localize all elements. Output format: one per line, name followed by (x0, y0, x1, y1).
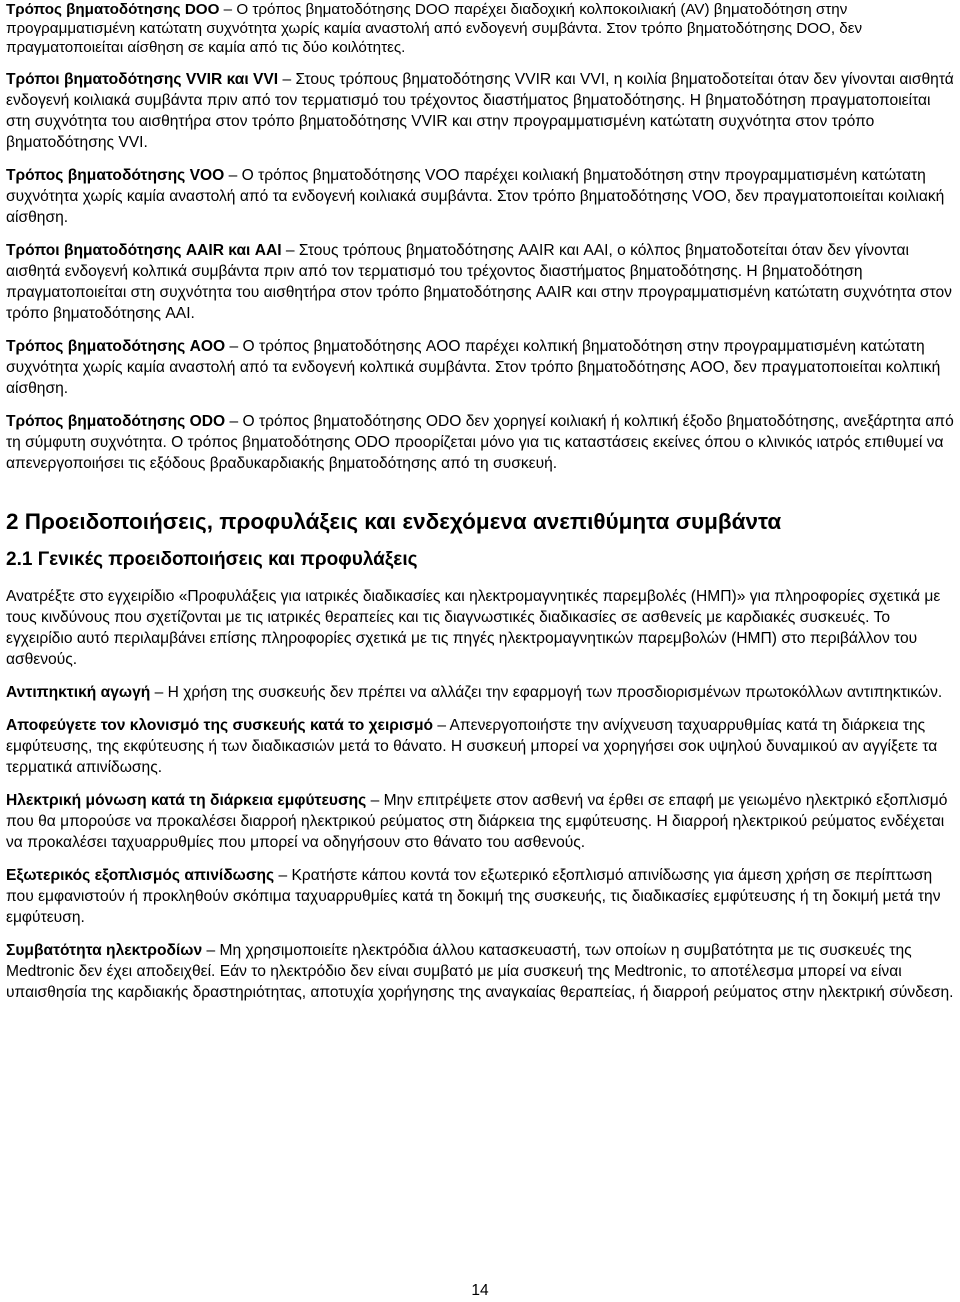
mode-aoo-paragraph: Τρόπος βηματοδότησης AOO – Ο τρόπος βηματοδότησης AOO παρέχει κολπική βηματοδότηση στην προγραμματισμένη κατώτατη συχνότητα χωρίς καμία αναστολή από τα ενδογενή κολπικά συμβάντα. Στον τρόπο βηματοδότησης AOO, δεν πραγματοποιείται κολπική αίσθηση. (6, 338, 941, 397)
paragraph-text: Μην επιτρέψετε στον ασθενή να έρθει σε επαφή με γειωμένο ηλεκτρικό εξοπλισμό που θα μπορούσε να προκαλέσει διαρροή ηλεκτρικού ρεύματος στη διάρκεια της εμφύτευσης. Η διαρροή ηλεκτρικού ρεύματος ενδέχεται να προκαλέσει ταχυαρρυθμίες που μπορεί να οδηγήσουν στο θάνατο του ασθενούς. (6, 792, 948, 851)
paragraph-text: Κρατήστε κάπου κοντά τον εξωτερικό εξοπλισμό απινίδωσης για άμεση χρήση σε περίπτωση που εμφανιστούν ή προκληθούν σκόπιμα ταχυαρρυθμίες κατά τη δοκιμή της συσκευής, τις διαδικασίες εμφύτευσης ή τη δοκιμή μετά την εμφύτευση. (6, 867, 941, 926)
paragraph-text: Απενεργοποιήστε την ανίχνευση ταχυαρρυθμίας κατά τη διάρκεια της εμφύτευσης, της εκφύτευσης ή των διαδικασιών μετά το θάνατο. Η συσκευή μπορεί να χορηγήσει σοκ υψηλού δυναμικού αν αγγίξετε τα τερματικά απινίδωσης. (6, 717, 938, 776)
section-heading: 2 Προειδοποιήσεις, προφυλάξεις και ενδεχόμενα ανεπιθύμητα συμβάντα (6, 509, 782, 534)
mode-doo-paragraph: Τρόπος βηματοδότησης DOO – Ο τρόπος βηματοδότησης DOO παρέχει διαδοχική κολποκοιλιακή (AV) βηματοδότηση στην προγραμματισμένη κατώτατη συχνότητα χωρίς καμία αναστολή από ενδογενή συμβάντα. Στον τρόπο βηματοδότησης DOO, δεν πραγματοποιείται αίσθηση σε καμία από τις δύο κοιλότητες. (6, 1, 863, 56)
term-label: Τρόποι βηματοδότησης VVIR και VVI (6, 71, 279, 88)
paragraph-text: Στους τρόπους βηματοδότησης AAIR και AAI, ο κόλπος βηματοδοτείται όταν δεν γίνονται αισθητά ενδογενή κολπικά συμβάντα πριν από τον τερματισμό του τρέχοντος διαστήματος βηματοδότησης. Η βηματοδότηση πραγματοποιείται στη συχνότητα του αισθητήρα στον τρόπο βηματοδότησης AAIR και στην προγραμματισμένη κατώτατη συχνότητα στον τρόπο βηματοδότησης AAI. (6, 242, 952, 322)
electrical-isolation-paragraph: Ηλεκτρική μόνωση κατά τη διάρκεια εμφύτευσης – Μην επιτρέψετε στον ασθενή να έρθει σε επαφή με γειωμένο ηλεκτρικό εξοπλισμό που θα μπορούσε να προκαλέσει διαρροή ηλεκτρικού ρεύματος στη διάρκεια της εμφύτευσης. Η διαρροή ηλεκτρικού ρεύματος ενδέχεται να προκαλέσει ταχυαρρυθμίες που μπορεί να οδηγήσουν στο θάνατο του ασθενούς. (6, 792, 948, 851)
mode-vvir-vvi-paragraph: Τρόποι βηματοδότησης VVIR και VVI – Στους τρόπους βηματοδότησης VVIR και VVI, η κοιλία βηματοδοτείται όταν δεν γίνονται αισθητά ενδογενή κοιλιακά συμβάντα πριν από τον τερματισμό του τρέχοντος διαστήματος βηματοδότησης. Η βηματοδότηση πραγματοποιείται στη συχνότητα του αισθητήρα στον τρόπο βηματοδότησης VVIR και στην προγραμματισμένη κατώτατη συχνότητα στον τρόπο βηματοδότησης VVI. (6, 71, 954, 151)
term-label: Τρόπος βηματοδότησης DOO (6, 1, 220, 18)
mode-voo-paragraph: Τρόπος βηματοδότησης VOO – Ο τρόπος βηματοδότησης VOO παρέχει κοιλιακή βηματοδότηση στην προγραμματισμένη κατώτατη συχνότητα χωρίς καμία αναστολή από τα ενδογενή κοιλιακά συμβάντα. Στον τρόπο βηματοδότησης VOO, δεν πραγματοποιείται κοιλιακή αίσθηση. (6, 167, 945, 226)
intro-paragraph: Ανατρέξτε στο εγχειρίδιο «Προφυλάξεις για ιατρικές διαδικασίες και ηλεκτρομαγνητικές παρεμβολές (ΗΜΠ)» για πληροφορίες σχετικά με τους κινδύνους που σχετίζονται με τις ιατρικές θεραπείες και τις διαγνωστικές διαδικασίες σε ασθενείς με καρδιακές συσκευές. Το εγχειρίδιο αυτό περιλαμβάνει επίσης πληροφορίες σχετικά με τις πηγές ηλεκτρομαγνητικών παρεμβολών (ΗΜΠ) στο περιβάλλον του ασθενούς. (6, 588, 941, 668)
external-defibrillation-paragraph: Εξωτερικός εξοπλισμός απινίδωσης – Κρατήστε κάπου κοντά τον εξωτερικό εξοπλισμό απινίδωσης για άμεση χρήση σε περίπτωση που εμφανιστούν ή προκληθούν σκόπιμα ταχυαρρυθμίες κατά τη δοκιμή της συσκευής, τις διαδικασίες εμφύτευσης ή τη δοκιμή μετά την εμφύτευση. (6, 867, 941, 926)
paragraph-text: Ο τρόπος βηματοδότησης AOO παρέχει κολπική βηματοδότηση στην προγραμματισμένη κατώτατη συχνότητα χωρίς καμία αναστολή από τα ενδογενή κολπικά συμβάντα. Στον τρόπο βηματοδότησης AOO, δεν πραγματοποιείται κολπική αίσθηση. (6, 338, 941, 397)
term-label: Αντιπηκτική αγωγή (6, 684, 151, 701)
mode-odo-paragraph: Τρόπος βηματοδότησης ODO – Ο τρόπος βηματοδότησης ODO δεν χορηγεί κοιλιακή ή κολπική έξοδο βηματοδότησης, ανεξάρτητα από τη σύμφυτη συχνότητα. Ο τρόπος βηματοδότησης ODO προορίζεται μόνο για τις καταστάσεις εκείνες όπου ο κλινικός ιατρός επιθυμεί να απενεργοποιήσει τις εξόδους βραδυκαρδιακής βηματοδότησης από τη συσκευή. (6, 413, 954, 472)
term-label: Τρόποι βηματοδότησης AAIR και AAI (6, 242, 282, 259)
term-label: Τρόπος βηματοδότησης VOO (6, 167, 225, 184)
term-label: Τρόπος βηματοδότησης AOO (6, 338, 226, 355)
anticoagulation-paragraph: Αντιπηκτική αγωγή – Η χρήση της συσκευής δεν πρέπει να αλλάζει την εφαρμογή των προσδιορισμένων πρωτοκόλλων αντιπηκτικών. (6, 684, 943, 701)
paragraph-text: Ο τρόπος βηματοδότησης ODO δεν χορηγεί κοιλιακή ή κολπική έξοδο βηματοδότησης, ανεξάρτητα από τη σύμφυτη συχνότητα. Ο τρόπος βηματοδότησης ODO προορίζεται μόνο για τις καταστάσεις εκείνες όπου ο κλινικός ιατρός επιθυμεί να απενεργοποιήσει τις εξόδους βραδυκαρδιακής βηματοδότησης από τη συσκευή. (6, 413, 954, 472)
mode-aair-aai-paragraph: Τρόποι βηματοδότησης AAIR και AAI – Στους τρόπους βηματοδότησης AAIR και AAI, ο κόλπος βηματοδοτείται όταν δεν γίνονται αισθητά ενδογενή κολπικά συμβάντα πριν από τον τερματισμό του τρέχοντος διαστήματος βηματοδότησης. Η βηματοδότηση πραγματοποιείται στη συχνότητα του αισθητήρα στον τρόπο βηματοδότησης AAIR και στην προγραμματισμένη κατώτατη συχνότητα στον τρόπο βηματοδότησης AAI. (6, 242, 952, 322)
paragraph-text: Στους τρόπους βηματοδότησης VVIR και VVI, η κοιλία βηματοδοτείται όταν δεν γίνονται αισθητά ενδογενή κοιλιακά συμβάντα πριν από τον τερματισμό του τρέχοντος διαστήματος βηματοδότησης. Η βηματοδότηση πραγματοποιείται στη συχνότητα του αισθητήρα στον τρόπο βηματοδότησης VVIR και στην προγραμματισμένη κατώτατη συχνότητα στον τρόπο βηματοδότησης VVI. (6, 71, 954, 151)
paragraph-text: Μη χρησιμοποιείτε ηλεκτρόδια άλλου κατασκευαστή, των οποίων η συμβατότητα με τις συσκευές της Medtronic δεν έχει αποδειχθεί. Εάν το ηλεκτρόδιο δεν είναι συμβατό με μία συσκευή της Medtronic, το αποτέλεσμα μπορεί να είναι υπαισθησία της καρδιακής δραστηριότητας, αποτυχία χορήγησης της αναγκαίας θεραπείας, ή διαρροή ρεύματος στην ηλεκτρική σύνδεση. (6, 942, 954, 1001)
paragraph-text: Ο τρόπος βηματοδότησης VOO παρέχει κοιλιακή βηματοδότηση στην προγραμματισμένη κατώτατη συχνότητα χωρίς καμία αναστολή από τα ενδογενή κοιλιακά συμβάντα. Στον τρόπο βηματοδότησης VOO, δεν πραγματοποιείται κοιλιακή αίσθηση. (6, 167, 945, 226)
term-label: Αποφεύγετε τον κλονισμό της συσκευής κατά το χειρισμό (6, 717, 434, 734)
avoid-shock-paragraph: Αποφεύγετε τον κλονισμό της συσκευής κατά το χειρισμό – Απενεργοποιήστε την ανίχνευση ταχυαρρυθμίας κατά τη διάρκεια της εμφύτευσης, της εκφύτευσης ή των διαδικασιών μετά το θάνατο. Η συσκευή μπορεί να χορηγήσει σοκ υψηλού δυναμικού αν αγγίξετε τα τερματικά απινίδωσης. (6, 717, 938, 776)
paragraph-text: Η χρήση της συσκευής δεν πρέπει να αλλάζει την εφαρμογή των προσδιορισμένων πρωτοκόλλων αντιπηκτικών. (167, 684, 943, 701)
term-label: Ηλεκτρική μόνωση κατά τη διάρκεια εμφύτευσης (6, 792, 367, 809)
paragraph-text: Ο τρόπος βηματοδότησης DOO παρέχει διαδοχική κολποκοιλιακή (AV) βηματοδότηση στην προγραμματισμένη κατώτατη συχνότητα χωρίς καμία αναστολή από ενδογενή συμβάντα. Στον τρόπο βηματοδότησης DOO, δεν πραγματοποιείται αίσθηση σε καμία από τις δύο κοιλότητες. (6, 1, 863, 56)
lead-compatibility-paragraph: Συμβατότητα ηλεκτροδίων – Μη χρησιμοποιείτε ηλεκτρόδια άλλου κατασκευαστή, των οποίων η συμβατότητα με τις συσκευές της Medtronic δεν έχει αποδειχθεί. Εάν το ηλεκτρόδιο δεν είναι συμβατό με μία συσκευή της Medtronic, το αποτέλεσμα μπορεί να είναι υπαισθησία της καρδιακής δραστηριότητας, αποτυχία χορήγησης της αναγκαίας θεραπείας, ή διαρροή ρεύματος στην ηλεκτρική σύνδεση. (6, 942, 954, 1001)
page-number: 14 (471, 1282, 489, 1299)
term-label: Εξωτερικός εξοπλισμός απινίδωσης (6, 867, 275, 884)
term-label: Συμβατότητα ηλεκτροδίων (6, 942, 203, 959)
subsection-heading: 2.1 Γενικές προειδοποιήσεις και προφυλάξεις (6, 549, 418, 570)
term-label: Τρόπος βηματοδότησης ODO (6, 413, 226, 430)
document-page (6, 0, 956, 1015)
